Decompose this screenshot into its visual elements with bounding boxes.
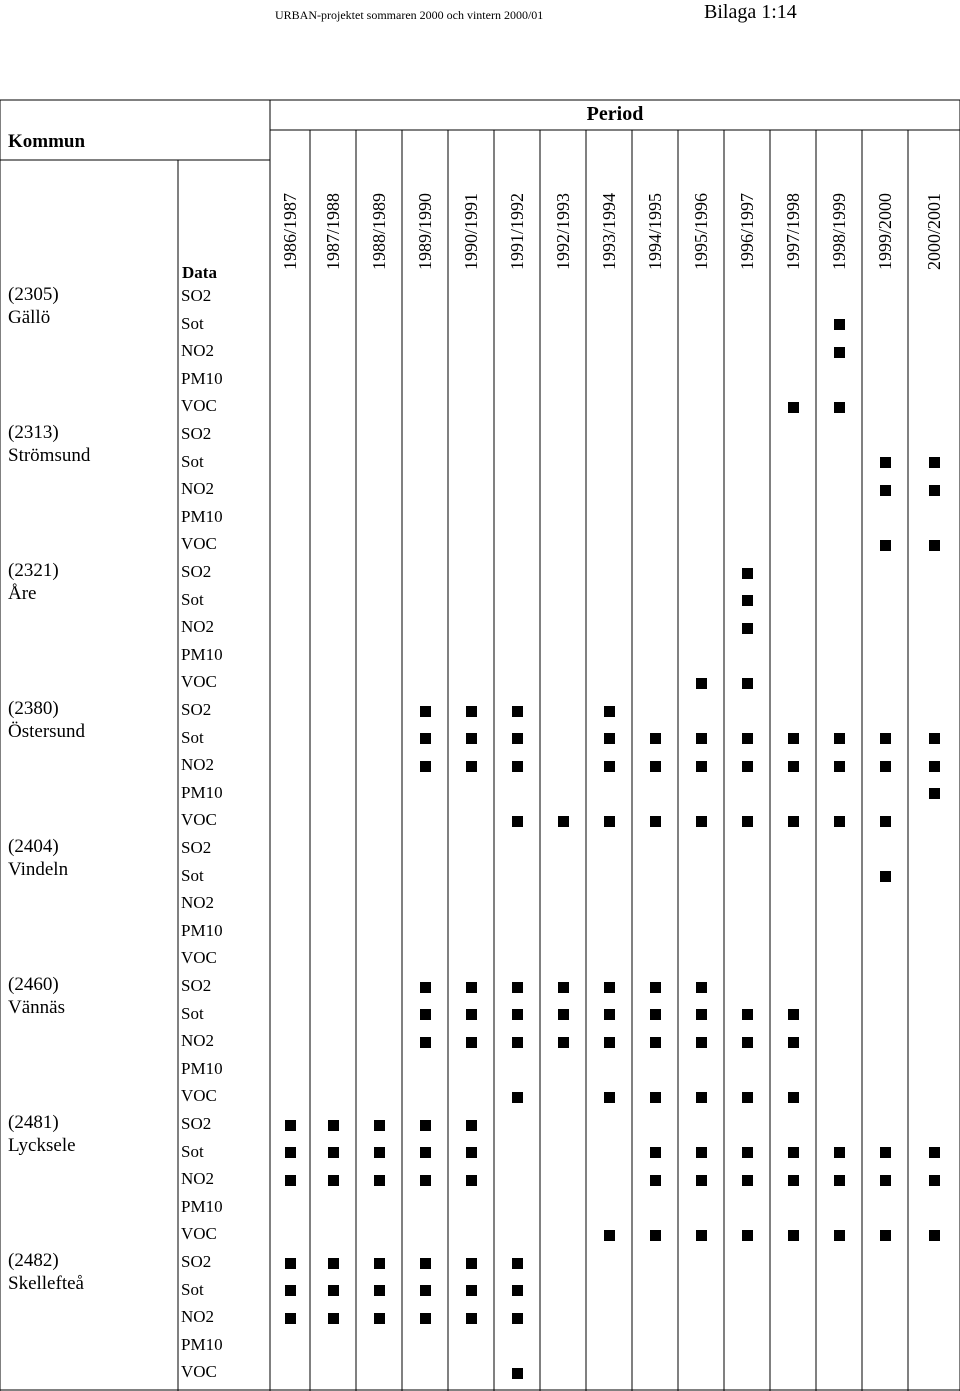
measurement-mark — [834, 816, 845, 827]
parameter-label: VOC — [181, 396, 217, 416]
parameter-label: Sot — [181, 1279, 204, 1299]
measurement-mark — [466, 982, 477, 993]
parameter-label: VOC — [181, 1362, 217, 1382]
measurement-mark — [512, 1009, 523, 1020]
measurement-mark — [466, 1147, 477, 1158]
measurement-mark — [929, 1147, 940, 1158]
parameter-label: SO2 — [181, 286, 212, 305]
measurement-mark — [374, 1285, 385, 1296]
measurement-mark — [650, 1175, 661, 1186]
measurement-mark — [512, 816, 523, 827]
measurement-mark — [374, 1120, 385, 1131]
measurement-mark — [650, 982, 661, 993]
parameter-label: PM10 — [181, 782, 223, 802]
measurement-mark — [696, 1175, 707, 1186]
measurement-mark — [466, 1313, 477, 1324]
measurement-mark — [420, 982, 431, 993]
measurement-mark — [374, 1313, 385, 1324]
parameter-label: PM10 — [181, 1196, 223, 1216]
measurement-mark — [880, 816, 891, 827]
kommun-code: (2404) — [8, 836, 59, 857]
measurement-mark — [512, 1258, 523, 1269]
parameter-label: SO2 — [181, 1252, 212, 1271]
measurement-mark — [880, 1147, 891, 1158]
measurement-mark — [328, 1258, 339, 1269]
parameter-label: VOC — [181, 810, 217, 830]
measurement-mark — [742, 623, 753, 634]
measurement-mark — [834, 1230, 845, 1241]
measurement-mark — [466, 761, 477, 772]
measurement-mark — [650, 816, 661, 827]
parameter-label: NO2 — [181, 1169, 215, 1189]
measurement-mark — [742, 678, 753, 689]
year-header: 1988/1989 — [369, 192, 389, 270]
kommun-code: (2481) — [8, 1112, 59, 1133]
measurement-mark — [742, 595, 753, 606]
parameter-label: VOC — [181, 1224, 217, 1244]
measurement-mark — [929, 457, 940, 468]
measurement-mark — [374, 1258, 385, 1269]
measurement-mark — [696, 761, 707, 772]
measurement-mark — [788, 816, 799, 827]
kommun-name: Skellefteå — [8, 1273, 84, 1294]
measurement-mark — [788, 1037, 799, 1048]
measurement-mark — [285, 1175, 296, 1186]
measurement-mark — [696, 1230, 707, 1241]
measurement-mark — [834, 319, 845, 330]
measurement-mark — [880, 485, 891, 496]
parameter-label: SO2 — [181, 562, 212, 581]
kommun-header: Kommun — [8, 131, 86, 152]
measurement-mark — [466, 1175, 477, 1186]
measurement-mark — [512, 1037, 523, 1048]
measurement-mark — [650, 1147, 661, 1158]
year-header: 1992/1993 — [553, 192, 573, 270]
parameter-label: PM10 — [181, 506, 223, 526]
measurement-mark — [834, 347, 845, 358]
measurement-mark — [788, 1147, 799, 1158]
parameter-label: NO2 — [181, 617, 215, 637]
measurement-mark — [788, 1230, 799, 1241]
measurement-mark — [328, 1147, 339, 1158]
measurement-mark — [558, 1009, 569, 1020]
parameter-label: PM10 — [181, 920, 223, 940]
parameter-label: PM10 — [181, 1058, 223, 1078]
measurement-mark — [466, 1258, 477, 1269]
measurement-mark — [420, 761, 431, 772]
data-header: Data — [182, 263, 217, 282]
measurement-mark — [696, 1037, 707, 1048]
measurement-mark — [374, 1175, 385, 1186]
measurement-mark — [696, 678, 707, 689]
measurement-mark — [466, 706, 477, 717]
measurement-mark — [604, 706, 615, 717]
measurement-mark — [788, 402, 799, 413]
measurement-mark — [742, 1175, 753, 1186]
measurement-mark — [650, 761, 661, 772]
kommun-code: (2313) — [8, 422, 59, 443]
measurement-mark — [929, 1230, 940, 1241]
measurement-mark — [742, 1037, 753, 1048]
parameter-label: Sot — [181, 589, 204, 609]
parameter-label: NO2 — [181, 755, 215, 775]
parameter-label: SO2 — [181, 700, 212, 719]
measurement-mark — [880, 871, 891, 882]
kommun-name: Vännäs — [8, 997, 65, 1018]
measurement-mark — [834, 761, 845, 772]
measurement-mark — [929, 485, 940, 496]
parameter-label: VOC — [181, 672, 217, 692]
measurement-mark — [420, 1009, 431, 1020]
parameter-label: Sot — [181, 1003, 204, 1023]
measurement-mark — [466, 1285, 477, 1296]
measurement-mark — [929, 1175, 940, 1186]
measurement-mark — [742, 568, 753, 579]
measurement-mark — [466, 1120, 477, 1131]
measurement-mark — [466, 1037, 477, 1048]
year-header: 1993/1994 — [599, 192, 619, 270]
measurement-mark — [328, 1175, 339, 1186]
kommun-code: (2380) — [8, 698, 59, 719]
measurement-mark — [420, 1147, 431, 1158]
year-header: 1987/1988 — [323, 192, 343, 270]
kommun-name: Lycksele — [8, 1135, 76, 1156]
measurement-mark — [696, 1147, 707, 1158]
parameter-label: NO2 — [181, 479, 215, 499]
measurement-mark — [696, 733, 707, 744]
parameter-label: PM10 — [181, 1334, 223, 1354]
measurement-mark — [929, 540, 940, 551]
year-header: 1999/2000 — [875, 192, 895, 270]
parameter-label: VOC — [181, 1086, 217, 1106]
measurement-mark — [512, 1092, 523, 1103]
parameter-label: Sot — [181, 727, 204, 747]
measurement-mark — [880, 1175, 891, 1186]
parameter-label: PM10 — [181, 368, 223, 388]
measurement-mark — [880, 733, 891, 744]
kommun-code: (2321) — [8, 560, 59, 581]
measurement-mark — [742, 1009, 753, 1020]
measurement-mark — [512, 982, 523, 993]
measurement-mark — [880, 1230, 891, 1241]
measurement-mark — [466, 733, 477, 744]
measurement-mark — [512, 761, 523, 772]
measurement-mark — [604, 761, 615, 772]
measurement-mark — [604, 733, 615, 744]
measurement-mark — [929, 761, 940, 772]
measurement-mark — [696, 1009, 707, 1020]
measurement-mark — [788, 1009, 799, 1020]
year-header: 2000/2001 — [924, 192, 944, 270]
measurement-mark — [834, 1175, 845, 1186]
measurement-mark — [650, 1230, 661, 1241]
parameter-label: SO2 — [181, 976, 212, 995]
measurement-mark — [650, 1037, 661, 1048]
parameter-label: PM10 — [181, 644, 223, 664]
measurement-mark — [604, 1092, 615, 1103]
measurement-mark — [742, 1147, 753, 1158]
measurement-mark — [604, 1230, 615, 1241]
parameter-label: SO2 — [181, 838, 212, 857]
measurement-mark — [420, 1313, 431, 1324]
year-header: 1991/1992 — [507, 192, 527, 270]
kommun-name: Vindeln — [8, 859, 69, 880]
measurement-mark — [328, 1285, 339, 1296]
measurement-mark — [788, 761, 799, 772]
measurement-mark — [558, 816, 569, 827]
measurement-mark — [742, 733, 753, 744]
parameter-label: NO2 — [181, 341, 215, 361]
year-header: 1995/1996 — [691, 192, 711, 270]
kommun-name: Åre — [8, 583, 37, 604]
measurement-mark — [512, 1313, 523, 1324]
measurement-mark — [604, 1037, 615, 1048]
measurement-mark — [512, 733, 523, 744]
measurement-mark — [696, 816, 707, 827]
kommun-code: (2460) — [8, 974, 59, 995]
parameter-label: Sot — [181, 1141, 204, 1161]
measurement-mark — [742, 816, 753, 827]
measurement-mark — [420, 706, 431, 717]
appendix-label: Bilaga 1:14 — [704, 1, 797, 23]
year-header: 1990/1991 — [461, 192, 481, 270]
measurement-mark — [696, 1092, 707, 1103]
measurement-mark — [558, 1037, 569, 1048]
kommun-code: (2305) — [8, 284, 59, 305]
parameter-label: NO2 — [181, 1031, 215, 1051]
measurement-mark — [285, 1147, 296, 1158]
kommun-name: Östersund — [8, 721, 86, 742]
kommun-name: Strömsund — [8, 445, 91, 466]
parameter-label: Sot — [181, 313, 204, 333]
measurement-mark — [880, 457, 891, 468]
measurement-mark — [929, 788, 940, 799]
measurement-mark — [420, 1258, 431, 1269]
measurement-mark — [420, 1285, 431, 1296]
period-header: Period — [586, 103, 644, 125]
measurement-mark — [696, 982, 707, 993]
parameter-label: NO2 — [181, 893, 215, 913]
parameter-label: VOC — [181, 948, 217, 968]
measurement-mark — [285, 1285, 296, 1296]
measurement-mark — [742, 761, 753, 772]
year-header: 1997/1998 — [783, 192, 803, 270]
parameter-label: SO2 — [181, 424, 212, 443]
year-header: 1989/1990 — [415, 192, 435, 270]
measurement-mark — [742, 1092, 753, 1103]
year-header: 1998/1999 — [829, 192, 849, 270]
measurement-mark — [328, 1313, 339, 1324]
measurement-mark — [880, 540, 891, 551]
measurement-mark — [788, 1175, 799, 1186]
kommun-code: (2482) — [8, 1250, 59, 1271]
measurement-mark — [742, 1230, 753, 1241]
measurement-mark — [512, 1285, 523, 1296]
year-header: 1996/1997 — [737, 192, 757, 270]
measurement-mark — [420, 1037, 431, 1048]
measurement-mark — [929, 733, 940, 744]
measurement-mark — [420, 1120, 431, 1131]
measurement-mark — [512, 706, 523, 717]
measurement-mark — [788, 733, 799, 744]
measurement-mark — [328, 1120, 339, 1131]
parameter-label: Sot — [181, 451, 204, 471]
measurement-mark — [650, 1009, 661, 1020]
measurement-mark — [650, 1092, 661, 1103]
parameter-label: SO2 — [181, 1114, 212, 1133]
measurement-mark — [285, 1258, 296, 1269]
measurement-mark — [834, 733, 845, 744]
measurement-mark — [834, 1147, 845, 1158]
measurement-mark — [650, 733, 661, 744]
document-title: URBAN-projektet sommaren 2000 och vintern 2000/01 — [275, 8, 544, 22]
year-header: 1994/1995 — [645, 192, 665, 270]
measurement-mark — [420, 733, 431, 744]
year-header: 1986/1987 — [280, 192, 300, 270]
measurement-mark — [834, 402, 845, 413]
measurement-mark — [788, 1092, 799, 1103]
kommun-name: Gällö — [8, 307, 51, 328]
measurement-mark — [604, 982, 615, 993]
measurement-mark — [604, 816, 615, 827]
measurement-mark — [604, 1009, 615, 1020]
measurement-mark — [558, 982, 569, 993]
parameter-label: VOC — [181, 534, 217, 554]
measurement-mark — [512, 1368, 523, 1379]
measurement-mark — [285, 1313, 296, 1324]
parameter-label: NO2 — [181, 1307, 215, 1327]
measurement-mark — [285, 1120, 296, 1131]
measurement-mark — [374, 1147, 385, 1158]
measurement-mark — [466, 1009, 477, 1020]
measurement-mark — [420, 1175, 431, 1186]
measurement-mark — [880, 761, 891, 772]
parameter-label: Sot — [181, 865, 204, 885]
